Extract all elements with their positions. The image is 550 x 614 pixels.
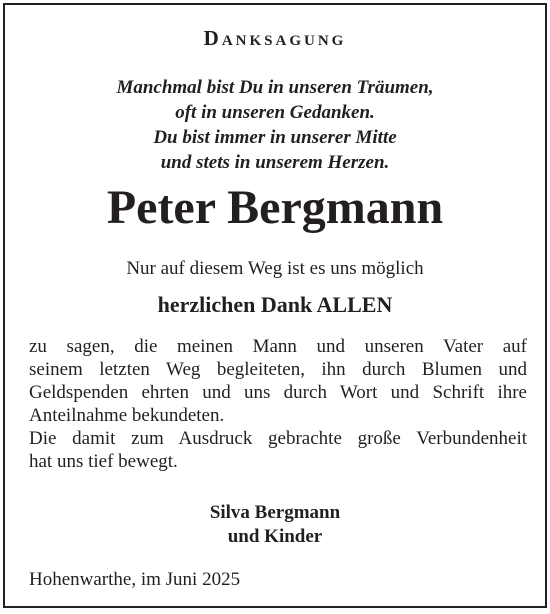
memorial-poem (5, 75, 545, 175)
body-line: Anteilnahme bekundeten. (29, 405, 225, 426)
place-and-date: Hohenwarthe, im Juni 2025 (29, 569, 241, 590)
poem-line: Manchmal bist Du in unseren Träumen, (116, 77, 434, 98)
obituary-notice (3, 3, 547, 608)
poem-line: oft in unseren Gedanken. (175, 102, 375, 123)
body-line: Die damit zum Ausdruck gebrachte große Verbundenheit (29, 428, 527, 449)
deceased-name: Peter Bergmann (106, 181, 444, 234)
thanks-body-text (29, 335, 527, 473)
body-line: zu sagen, die meinen Mann und unseren Vater auf (29, 336, 527, 357)
intro-line: Nur auf diesem Weg ist es uns möglich (126, 258, 424, 279)
body-line: Geldspenden ehrten und uns durch Wort und Schrift ihre (29, 382, 527, 403)
body-line: seinem letzten Weg begleiteten, ihn durch Blumen und (29, 359, 527, 380)
signature-line: Silva Bergmann (209, 502, 341, 523)
notice-heading: Danksagung (203, 26, 347, 50)
poem-line: und stets in unserem Herzen. (160, 152, 390, 173)
signature-line: und Kinder (227, 526, 323, 547)
signature-block (5, 501, 545, 549)
body-line: hat uns tief bewegt. (29, 451, 178, 472)
poem-line: Du bist immer in unserer Mitte (153, 127, 397, 148)
thanks-line: herzlichen Dank ALLEN (157, 292, 393, 317)
